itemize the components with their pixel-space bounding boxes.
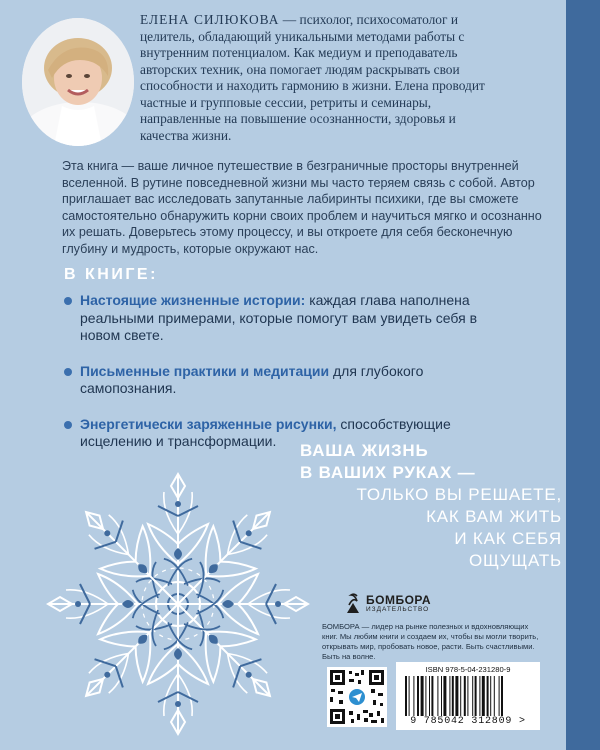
barcode-bar xyxy=(452,676,454,716)
barcode-bar xyxy=(464,676,466,716)
feature-item xyxy=(64,363,484,398)
barcode-bar xyxy=(472,676,473,716)
barcode-bar xyxy=(455,676,458,716)
barcode-bar xyxy=(443,676,446,716)
barcode-bar xyxy=(501,676,503,716)
barcode-icon xyxy=(404,676,532,716)
bombora-logo-mark-icon xyxy=(345,591,361,615)
barcode-bar xyxy=(467,676,468,716)
bullet-icon xyxy=(64,421,72,429)
barcode-bar xyxy=(431,676,433,716)
bullet-icon xyxy=(64,368,72,376)
barcode-bar xyxy=(409,676,410,716)
barcode-bar xyxy=(437,676,438,716)
feature-highlight: Настоящие жизненные истории: xyxy=(80,292,306,308)
qr-code xyxy=(327,667,387,727)
snowflake-ornament-icon xyxy=(28,454,328,750)
author-bio xyxy=(140,12,490,144)
feature-item xyxy=(64,292,484,345)
barcode-bar xyxy=(417,676,419,716)
quote-line: ОЩУЩАТЬ xyxy=(468,551,562,570)
barcode-bar xyxy=(425,676,426,716)
author-name: ЕЛЕНА СИЛЮКОВА xyxy=(140,12,280,27)
isbn-text: ISBN 978-5-04-231280-9 xyxy=(425,665,511,674)
feature-highlight: Письменные практики и медитации xyxy=(80,362,330,379)
barcode-bar xyxy=(429,676,430,716)
quote-line: И КАК СЕБЯ xyxy=(454,529,562,548)
section-title: В КНИГЕ: xyxy=(64,266,158,283)
book-intro: Эта книга — ваше личное путешествие в безграничные просторы внутренней вселенной. В рутине повседневной жизни мы часто теряем связь с собой. Автор приглашает вас исследовать запутанные лабиринты психики, где вы сможете самостоятельно обнаружить корни своих проблем и научиться мягко и осознанно их решать. Доверьтесь этому процессу, и вы откроете для себя бесконечную глубину и мудрость, которые окружают нас. xyxy=(62,159,542,256)
feature-text: способствующие исцелению и трансформации. xyxy=(80,415,451,449)
barcode-bar xyxy=(449,676,450,716)
barcode-digits: 9 785042 312809 > xyxy=(410,716,526,727)
quote-line: ТОЛЬКО ВЫ РЕШАЕТЕ, xyxy=(356,485,562,504)
publisher-logo xyxy=(345,591,431,615)
feature-text: для глубокого самопознания. xyxy=(80,362,424,396)
cover-spine xyxy=(566,0,600,750)
telegram-icon xyxy=(349,689,365,705)
publisher-name: БОМБОРА xyxy=(366,592,432,607)
barcode-bar xyxy=(475,676,477,716)
barcode-bar xyxy=(405,676,407,716)
barcode-bar xyxy=(490,676,491,716)
quote-line: ВАША ЖИЗНЬ xyxy=(300,441,429,460)
barcode-box xyxy=(396,662,540,730)
quote xyxy=(300,440,562,572)
barcode-bar xyxy=(413,676,414,716)
barcode-bar xyxy=(421,676,424,716)
barcode-bar xyxy=(487,676,489,716)
publisher-subtitle: ИЗДАТЕЛЬСТВО xyxy=(366,605,430,613)
feature-text: каждая глава наполнена реальными примерами, которые помогут вам увидеть себя в новом свете. xyxy=(80,292,478,343)
publisher-description: БОМБОРА — лидер на рынке полезных и вдохновляющих книг. Мы любим книги и создаем их, чтобы вы могли творить, открывать мир, пробовать новое, расти. Быть счастливыми. Быть на волне. xyxy=(322,622,539,661)
barcode-bar xyxy=(460,676,461,716)
barcode-bar xyxy=(499,676,500,716)
barcode-bar xyxy=(482,676,485,716)
quote-line: В ВАШИХ РУКАХ — xyxy=(300,463,476,482)
quote-line: КАК ВАМ ЖИТЬ xyxy=(426,507,562,526)
barcode-bar xyxy=(494,676,495,716)
barcode-bar xyxy=(479,676,480,716)
author-bio-text: — психолог, психосоматолог и целитель, обладающий уникальными методами работы с внутренним потенциалом. Как медиум и преподаватель авторских техник, она помогает людям раскрывать свои способности и находить гармонию в жизни. Елена проводит частные и групповые сессии, ретриты и семинары, направленные на повышение осознанности, здоровья и качества жизни. xyxy=(140,12,485,143)
author-photo xyxy=(22,18,134,146)
feature-highlight: Энергетически заряженные рисунки, xyxy=(80,415,337,432)
bullet-icon xyxy=(64,297,72,305)
barcode-bar xyxy=(441,676,442,716)
